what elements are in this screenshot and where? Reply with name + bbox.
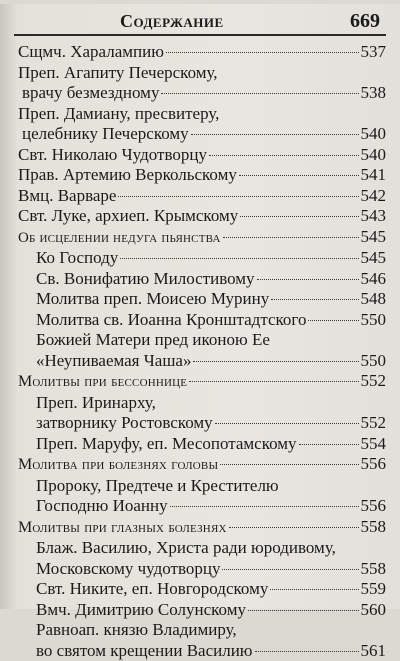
toc-entry-title: Свт. Николаю Чудотворцу [18,145,207,166]
toc-entry-title: Московскому чудотворцу [36,559,220,580]
toc-page-number: 559 [361,579,387,600]
toc-entry-title: Молитвы при бессоннице [18,372,187,393]
toc-section-heading [14,517,386,539]
toc-entry-title-line: Равноап. князю Владимиру, [36,620,386,641]
toc-entry [14,248,386,269]
toc-page-number: 541 [361,165,387,186]
dot-leader [191,134,359,135]
toc-entry-title: Преп. Маруфу, еп. Месопотамскому [36,434,297,455]
dot-leader [240,216,358,217]
toc-page-number: 540 [361,145,387,166]
toc-entry [14,330,386,371]
toc-entry-title-line: Преп. Иринарху, [36,393,386,414]
toc-entry [14,620,386,661]
toc-entry [14,104,386,145]
toc-entry-title: Свт. Луке, архиеп. Крымскому [18,206,238,227]
toc-page-number: 552 [361,413,387,434]
dot-leader [223,237,359,238]
toc-entry-title: Молитвы при глазных болезнях [18,518,227,539]
dot-leader [271,299,358,300]
dot-leader [120,258,358,259]
toc-entry [14,600,386,621]
toc-page-number: 540 [361,124,387,145]
dot-leader [229,527,359,528]
toc-entry-title-line: Блаж. Василию, Христа ради юродивому, [36,538,386,559]
toc-page-number: 550 [361,351,387,372]
toc-page-number: 537 [361,42,387,63]
dot-leader [308,320,358,321]
dot-leader [166,52,359,53]
toc-entry-title-line: Преп. Агапиту Печерскому, [18,63,386,84]
toc-entry [14,206,386,227]
toc-page-number: 560 [361,600,387,621]
toc-section-heading [14,454,386,476]
toc-entry [14,538,386,579]
dot-leader [193,361,358,362]
toc-page-number: 558 [361,559,387,580]
toc-entry-title-line: Божией Матери пред иконою Ее [36,330,386,351]
toc-page-number: 545 [361,248,387,269]
toc-entry-title: Об исцелении недуга пьянства [18,228,221,249]
dot-leader [215,423,359,424]
dot-leader [118,196,358,197]
toc-entry [14,145,386,166]
toc-entry-title: Сщмч. Харалампию [18,42,164,63]
toc-entry-title: Свт. Никите, еп. Новгородскому [36,579,268,600]
toc-entry [14,165,386,186]
toc-entry-title: Вмч. Димитрию Солунскому [36,600,246,621]
toc-page-number: 550 [361,310,387,331]
toc-page-number: 554 [361,434,387,455]
toc-entry [14,310,386,331]
toc-page-number: 552 [361,371,387,392]
dot-leader [248,610,359,611]
dot-leader [189,381,358,382]
table-of-contents [14,42,386,661]
toc-page-number: 546 [361,269,387,290]
dot-leader [220,464,358,465]
toc-section-heading [14,371,386,393]
header-page-number: 669 [350,10,380,34]
toc-entry [14,269,386,290]
toc-entry-title: Ко Господу [36,248,118,269]
dot-leader [222,569,358,570]
dot-leader [170,506,359,507]
dot-leader [255,651,359,652]
dot-leader [270,589,358,590]
dot-leader [161,93,358,94]
toc-page-number: 548 [361,289,387,310]
toc-entry-title-line: Преп. Дамиану, пресвитеру, [18,104,386,125]
toc-entry [14,579,386,600]
dot-leader [239,175,359,176]
dot-leader [299,444,359,445]
toc-entry-title: Св. Вонифатию Милостивому [36,269,255,290]
toc-entry-title: во святом крещении Василию [36,641,253,661]
toc-entry [14,434,386,455]
toc-entry-title: затворнику Ростовскому [36,413,213,434]
running-header [14,4,386,36]
toc-page-number: 538 [361,83,387,104]
toc-entry-title: целебнику Печерскому [22,124,189,145]
toc-entry [14,393,386,434]
toc-entry-title: «Неупиваемая Чаша» [36,351,191,372]
book-page [0,4,400,609]
toc-entry [14,42,386,63]
toc-entry-title: Молитва св. Иоанна Кронштадтского [36,310,306,331]
toc-page-number: 556 [361,454,387,475]
toc-page-number: 543 [361,206,387,227]
toc-entry-title: Молитва при болезнях головы [18,455,218,476]
toc-entry-title-line: Пророку, Предтече и Крестителю [36,476,386,497]
toc-entry-title: Прав. Артемию Веркольскому [18,165,237,186]
toc-page-number: 558 [361,517,387,538]
toc-page-number: 545 [361,227,387,248]
toc-entry [14,289,386,310]
dot-leader [257,279,359,280]
toc-page-number: 561 [361,641,387,661]
toc-entry [14,63,386,104]
header-title: Содержание [120,11,224,34]
toc-page-number: 556 [361,496,387,517]
toc-entry [14,476,386,517]
dot-leader [209,155,359,156]
toc-entry-title: Вмц. Варваре [18,186,116,207]
toc-entry-title: Молитва преп. Моисею Мурину [36,289,269,310]
toc-entry-title: врачу безмездному [22,83,159,104]
toc-entry-title: Господню Иоанну [36,496,168,517]
toc-entry [14,186,386,207]
toc-section-heading [14,227,386,249]
toc-page-number: 542 [361,186,387,207]
